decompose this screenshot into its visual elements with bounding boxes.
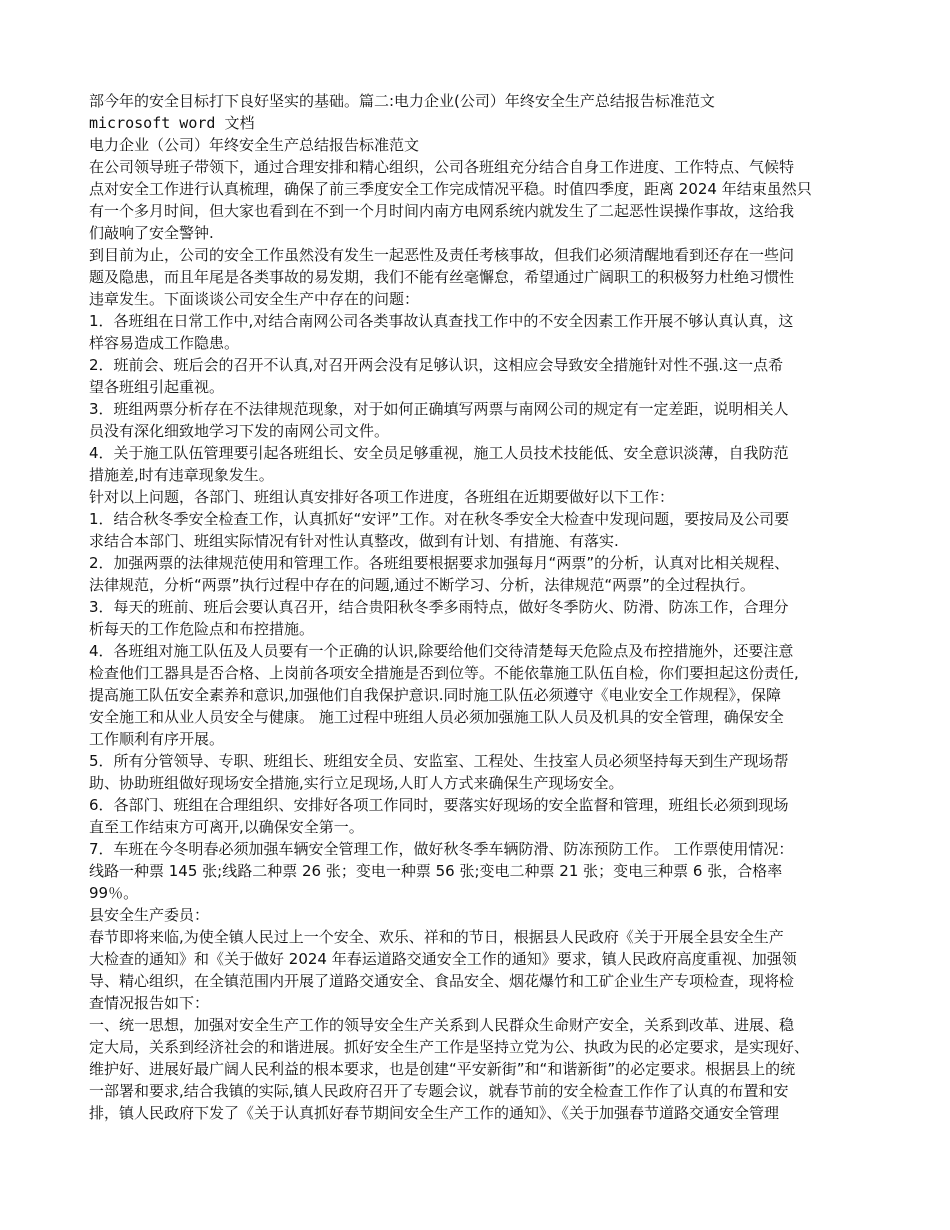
text-line: 查情况报告如下： (89, 994, 210, 1012)
text-line: 导、精心组织，在全镇范围内开展了道路交通安全、食品安全、烟花爆竹和工矿企业生产专项检查，现将检 (89, 972, 795, 990)
text-line: 题及隐患，而且年尾是各类事故的易发期，我们不能有丝毫懈怠，希望通过广阔职工的积极努力杜绝习惯性 (89, 268, 795, 286)
text-line: 提高施工队伍安全素养和意识,加强他们自我保护意识.同时施工队伍必须遵守《电业安全工作规程》，保障 (89, 686, 782, 704)
text-line: 直至工作结束方可离开,以确保安全第一。 (89, 818, 364, 836)
text-line: 排，镇人民政府下发了《关于认真抓好春节期间安全生产工作的通知》、《关于加强春节道路交通安全管理 (89, 1104, 780, 1122)
text-line: 安全施工和从业人员安全与健康。 施工过程中班组人员必须加强施工队人员及机具的安全管理，确保安全 (89, 708, 784, 726)
text-line: 措施差,时有违章现象发生。 (89, 466, 274, 484)
text-line: 线路一种票 145 张;线路二种票 26 张；变电一种票 56 张;变电二种票 21 张；变电三种票 6 张，合格率 (89, 862, 783, 880)
text-line: 3．每天的班前、班后会要认真召开，结合贵阳秋冬季多雨特点，做好冬季防火、防滑、防冻工作，合理分 (89, 598, 789, 616)
text-line: 2．班前会、班后会的召开不认真,对召开两会没有足够认识，这相应会导致安全措施针对性不强.这一点希 (89, 356, 784, 374)
text-line: 1．各班组在日常工作中,对结合南网公司各类事故认真查找工作中的不安全因素工作开展不够认真认真，这 (89, 312, 794, 330)
text-line: 析每天的工作危险点和布控措施。 (89, 620, 315, 638)
document-heading: 电力企业（公司）年终安全生产总结报告标准范文 (89, 136, 420, 154)
text-line: 定大局，关系到经济社会的和谐进展。抓好安全生产工作是坚持立党为公、执政为民的必定要求，是实现好、 (89, 1038, 810, 1056)
text-line: 6．各部门、班组在合理组织、安排好各项工作同时，要落实好现场的安全监督和管理，班组长必须到现场 (89, 796, 789, 814)
text-line: 样容易造成工作隐患。 (89, 334, 240, 352)
text-line: 法律规范，分析“两票”执行过程中存在的问题,通过不断学习、分析，法律规范“两票”的全过程执行。 (89, 576, 755, 594)
text-line: microsoft word 文档 (89, 114, 255, 132)
text-line: 99％。 (89, 884, 139, 902)
text-line: 县安全生产委员： (89, 906, 210, 924)
text-line: 望各班组引起重视。 (89, 378, 225, 396)
text-line: 点对安全工作进行认真梳理，确保了前三季度安全工作完成情况平稳。时值四季度，距离 2024 年结束虽然只 (89, 180, 812, 198)
text-line: 员没有深化细致地学习下发的南网公司文件。 (89, 422, 390, 440)
text-line: 5．所有分管领导、专职、班组长、班组安全员、安监室、工程处、生技室人员必须坚持每天到生产现场帮 (89, 752, 789, 770)
text-line: 大检查的通知》和《关于做好 2024 年春运道路交通安全工作的通知》要求，镇人民政府高度重视、加强领 (89, 950, 797, 968)
text-line: 在公司领导班子带领下，通过合理安排和精心组织，公司各班组充分结合自身工作进度、工作特点、气候特 (89, 158, 795, 176)
text-line: 求结合本部门、班组实际情况有针对性认真整改，做到有计划、有措施、有落实. (89, 532, 619, 550)
document-body (89, 90, 861, 1124)
text-line: 2．加强两票的法律规范使用和管理工作。各班组要根据要求加强每月“两票”的分析，认真对比相关规程、 (89, 554, 790, 572)
text-line: 检查他们工器具是否合格、上岗前各项安全措施是否到位等。不能依靠施工队伍自检，你们要担起这份责任, (89, 664, 799, 682)
text-line: 1．结合秋冬季安全检查工作，认真抓好“安评”工作。对在秋冬季安全大检查中发现问题，要按局及公司要 (89, 510, 790, 528)
text-line: 针对以上问题，各部门、班组认真安排好各项工作进度，各班组在近期要做好以下工作： (89, 488, 675, 506)
text-line: 维护好、进展好最广阔人民利益的根本要求，也是创建“平安新街”和“和谐新街”的必定要求。根据县上的统 (89, 1060, 796, 1078)
text-line: 助、协助班组做好现场安全措施,实行立足现场,人盯人方式来确保生产现场安全。 (89, 774, 624, 792)
text-line: 工作顺利有序开展。 (89, 730, 225, 748)
text-line: 违章发生。下面谈谈公司安全生产中存在的问题： (89, 290, 420, 308)
text-line: 部今年的安全目标打下良好坚实的基础。篇二:电力企业(公司）年终安全生产总结报告标准范文 (89, 92, 715, 110)
text-line: 4．关于施工队伍管理要引起各班组长、安全员足够重视，施工人员技术技能低、安全意识淡薄，自我防范 (89, 444, 789, 462)
text-line: 7．车班在今冬明春必须加强车辆安全管理工作，做好秋冬季车辆防滑、防冻预防工作。 工作票使用情况： (89, 840, 794, 858)
text-line: 有一个多月时间，但大家也看到在不到一个月时间内南方电网系统内就发生了二起恶性误操作事故，这给我 (89, 202, 795, 220)
text-line: 4．各班组对施工队伍及人员要有一个正确的认识,除要给他们交待清楚每天危险点及布控措施外，还要注意 (89, 642, 794, 660)
text-line: 们敲响了安全警钟. (89, 224, 214, 242)
text-line: 3．班组两票分析存在不法律规范现象，对于如何正确填写两票与南网公司的规定有一定差距，说明相关人 (89, 400, 789, 418)
text-line: 到目前为止，公司的安全工作虽然没有发生一起恶性及责任考核事故，但我们必须清醒地看到还存在一些问 (89, 246, 795, 264)
text-line: 一部署和要求,结合我镇的实际,镇人民政府召开了专题会议，就春节前的安全检查工作作了认真的布置和安 (89, 1082, 789, 1100)
text-line: 一、统一思想，加强对安全生产工作的领导安全生产关系到人民群众生命财产安全，关系到改革、进展、稳 (89, 1016, 795, 1034)
text-line: 春节即将来临,为使全镇人民过上一个安全、欢乐、祥和的节日，根据县人民政府《关于开展全县安全生产 (89, 928, 784, 946)
